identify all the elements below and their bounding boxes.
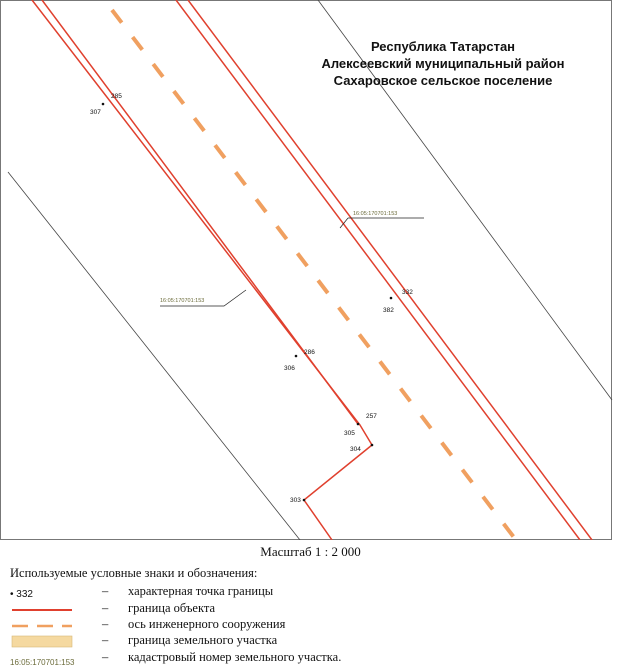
legend-title: Используемые условные знаки и обозначения:: [10, 566, 258, 580]
point-label: 286: [304, 349, 315, 356]
legend-item-structure-axis: [10, 617, 610, 633]
boundary-point: [371, 444, 374, 447]
legend-item-object-boundary: [10, 601, 610, 617]
legend-separator: –: [102, 650, 109, 664]
parcel-fill-symbol: [10, 633, 78, 649]
legend-item-cadastral: [10, 650, 610, 666]
dashed-line-symbol: [10, 617, 78, 633]
point-symbol: • 332: [10, 589, 33, 600]
point-label: 303: [290, 497, 301, 504]
legend-item-parcel: [10, 633, 610, 649]
legend-label: характерная точка границы: [128, 584, 274, 598]
legend-item-point: [10, 584, 610, 600]
legend-label: ось инженерного сооружения: [128, 617, 286, 631]
map-title-region: Республика Татарстан: [370, 39, 516, 54]
map-scale: Масштаб 1 : 2 000: [260, 544, 361, 559]
legend-label: граница земельного участка: [128, 633, 278, 647]
boundary-point: [357, 423, 360, 426]
legend-separator: –: [102, 617, 109, 631]
point-label: 305: [344, 430, 355, 437]
boundary-point: [303, 499, 306, 502]
cadastral-number: 16:05:170701:153: [353, 211, 398, 217]
structure-axis-line: [112, 10, 516, 540]
cadastral-symbol: [10, 650, 78, 668]
legend-label: кадастровый номер земельного участка.: [128, 650, 342, 664]
point-label: 285: [111, 93, 122, 100]
legend-separator: –: [102, 601, 109, 615]
boundary-point: [295, 355, 298, 358]
point-label: 307: [90, 109, 101, 116]
legend-label: граница объекта: [128, 601, 216, 615]
point-label: 382: [383, 307, 394, 314]
boundary-point: [102, 103, 105, 106]
object-boundary-line: [304, 445, 372, 540]
point-label: 257: [366, 413, 377, 420]
legend-separator: –: [102, 633, 109, 647]
map-title-district: Алексеевский муниципальный район: [321, 56, 565, 71]
legend-separator: –: [102, 584, 109, 598]
parcel-boundary-left: [8, 172, 300, 540]
point-label: 306: [284, 365, 295, 372]
cadastral-sample-label: 16:05:170701:153: [10, 658, 75, 667]
point-label: 304: [350, 446, 361, 453]
red-line-symbol: [10, 601, 78, 617]
cadastral-leader: [340, 218, 348, 228]
point-label: 332: [402, 289, 413, 296]
map-title-settlement: Сахаровское сельское поселение: [333, 73, 553, 88]
boundary-point: [390, 297, 393, 300]
cadastral-number: 16:05:170701:153: [160, 298, 205, 304]
point-sample-label: 332: [16, 589, 33, 600]
